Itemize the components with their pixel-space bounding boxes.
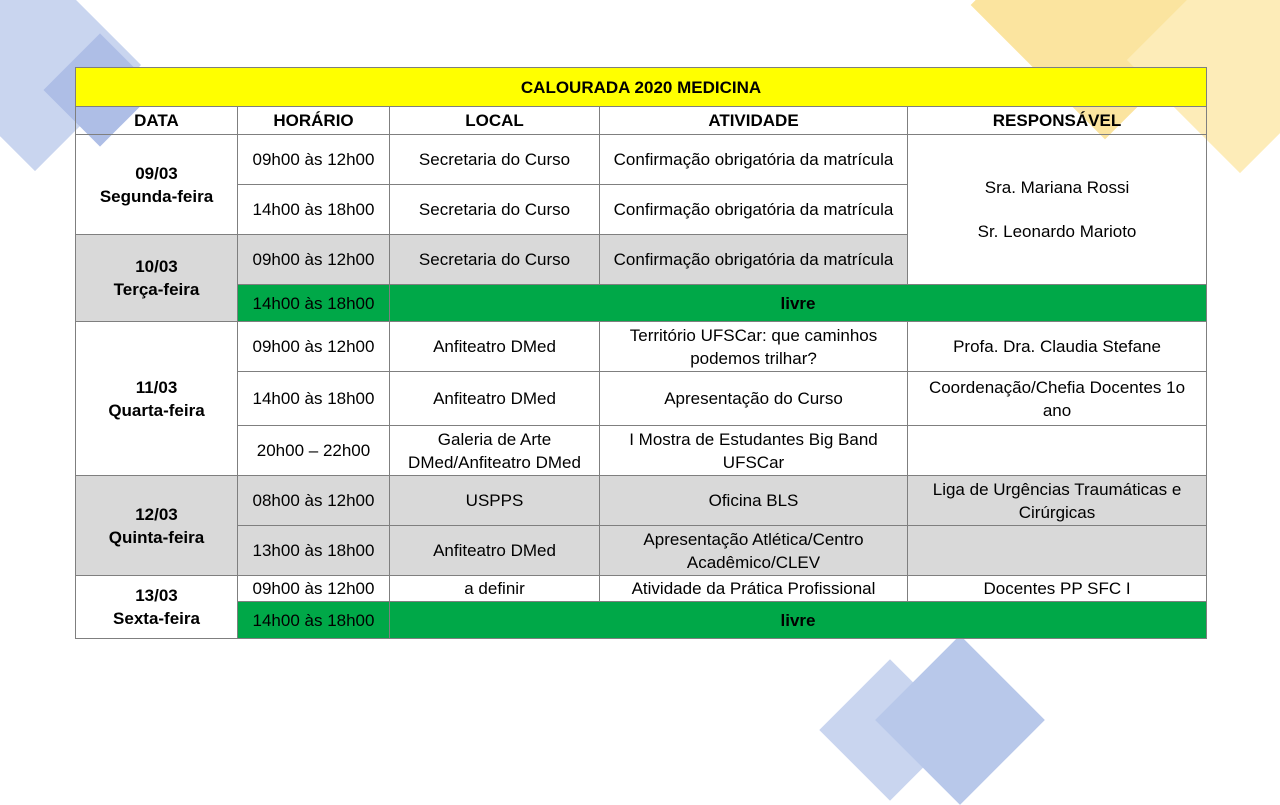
place-cell: Anfiteatro DMed [390,322,600,372]
header-place: LOCAL [390,107,600,135]
date-cell [76,235,238,322]
weekday-label: Quarta-feira [108,400,205,420]
place-cell: Secretaria do Curso [390,135,600,185]
header-activity: ATIVIDADE [600,107,908,135]
time-cell: 13h00 às 18h00 [238,526,390,576]
header-row [76,107,1207,135]
table-row [76,526,1207,576]
activity-cell: I Mostra de Estudantes Big Band UFSCar [600,426,908,476]
responsible-cell: Coordenação/Chefia Docentes 1o ano [908,372,1207,426]
header-date: DATA [76,107,238,135]
activity-cell: Confirmação obrigatória da matrícula [600,135,908,185]
responsible-cell [908,426,1207,476]
table-row [76,135,1207,185]
activity-cell: Oficina BLS [600,476,908,526]
activity-cell: Atividade da Prática Profissional [600,576,908,602]
time-cell: 09h00 às 12h00 [238,576,390,602]
table-row [76,322,1207,372]
time-cell: 14h00 às 18h00 [238,602,390,639]
date-cell [76,322,238,476]
date-label: 11/03 [135,377,178,397]
free-slot: livre [390,602,1207,639]
time-cell: 08h00 às 12h00 [238,476,390,526]
activity-cell: Confirmação obrigatória da matrícula [600,185,908,235]
table-row [76,576,1207,602]
header-time: HORÁRIO [238,107,390,135]
table-row [76,285,1207,322]
weekday-label: Quinta-feira [108,527,205,547]
weekday-label: Terça-feira [113,280,200,299]
activity-cell: Confirmação obrigatória da matrícula [600,235,908,285]
header-responsible: RESPONSÁVEL [908,107,1207,135]
table-row [76,372,1207,426]
table-row [76,602,1207,639]
date-label: 09/03 [135,163,178,183]
place-cell: Anfiteatro DMed [390,372,600,426]
place-cell: Secretaria do Curso [390,235,600,285]
responsible-cell [908,135,1207,285]
activity-cell: Apresentação do Curso [600,372,908,426]
time-cell: 14h00 às 18h00 [238,372,390,426]
table-row [76,476,1207,526]
date-label: 12/03 [135,504,178,524]
time-cell: 14h00 às 18h00 [238,285,390,322]
time-cell: 09h00 às 12h00 [238,135,390,185]
responsible-cell [908,526,1207,576]
weekday-label: Segunda-feira [99,186,214,206]
schedule-table [75,67,1207,639]
table-title: CALOURADA 2020 MEDICINA [76,68,1207,107]
date-cell [76,476,238,576]
place-cell: Galeria de Arte DMed/Anfiteatro DMed [390,426,600,476]
time-cell: 09h00 às 12h00 [238,235,390,285]
time-cell: 09h00 às 12h00 [238,322,390,372]
table-row [76,426,1207,476]
place-cell: USPPS [390,476,600,526]
responsible-cell: Docentes PP SFC I [908,576,1207,602]
date-cell [76,135,238,235]
time-cell: 14h00 às 18h00 [238,185,390,235]
date-cell [76,576,238,639]
responsible-name: Sr. Leonardo Marioto [977,222,1137,241]
date-label: 10/03 [135,257,178,276]
activity-cell: Território UFSCar: que caminhos podemos trilhar? [600,322,908,372]
title-row [76,68,1207,107]
place-cell: Secretaria do Curso [390,185,600,235]
time-cell: 20h00 – 22h00 [238,426,390,476]
weekday-label: Sexta-feira [113,609,200,628]
place-cell: Anfiteatro DMed [390,526,600,576]
activity-cell: Apresentação Atlética/Centro Acadêmico/CLEV [600,526,908,576]
responsible-name: Sra. Mariana Rossi [984,178,1130,197]
place-cell: a definir [390,576,600,602]
free-slot: livre [390,285,1207,322]
responsible-cell: Liga de Urgências Traumáticas e Cirúrgicas [908,476,1207,526]
date-label: 13/03 [135,586,178,605]
responsible-cell: Profa. Dra. Claudia Stefane [908,322,1207,372]
